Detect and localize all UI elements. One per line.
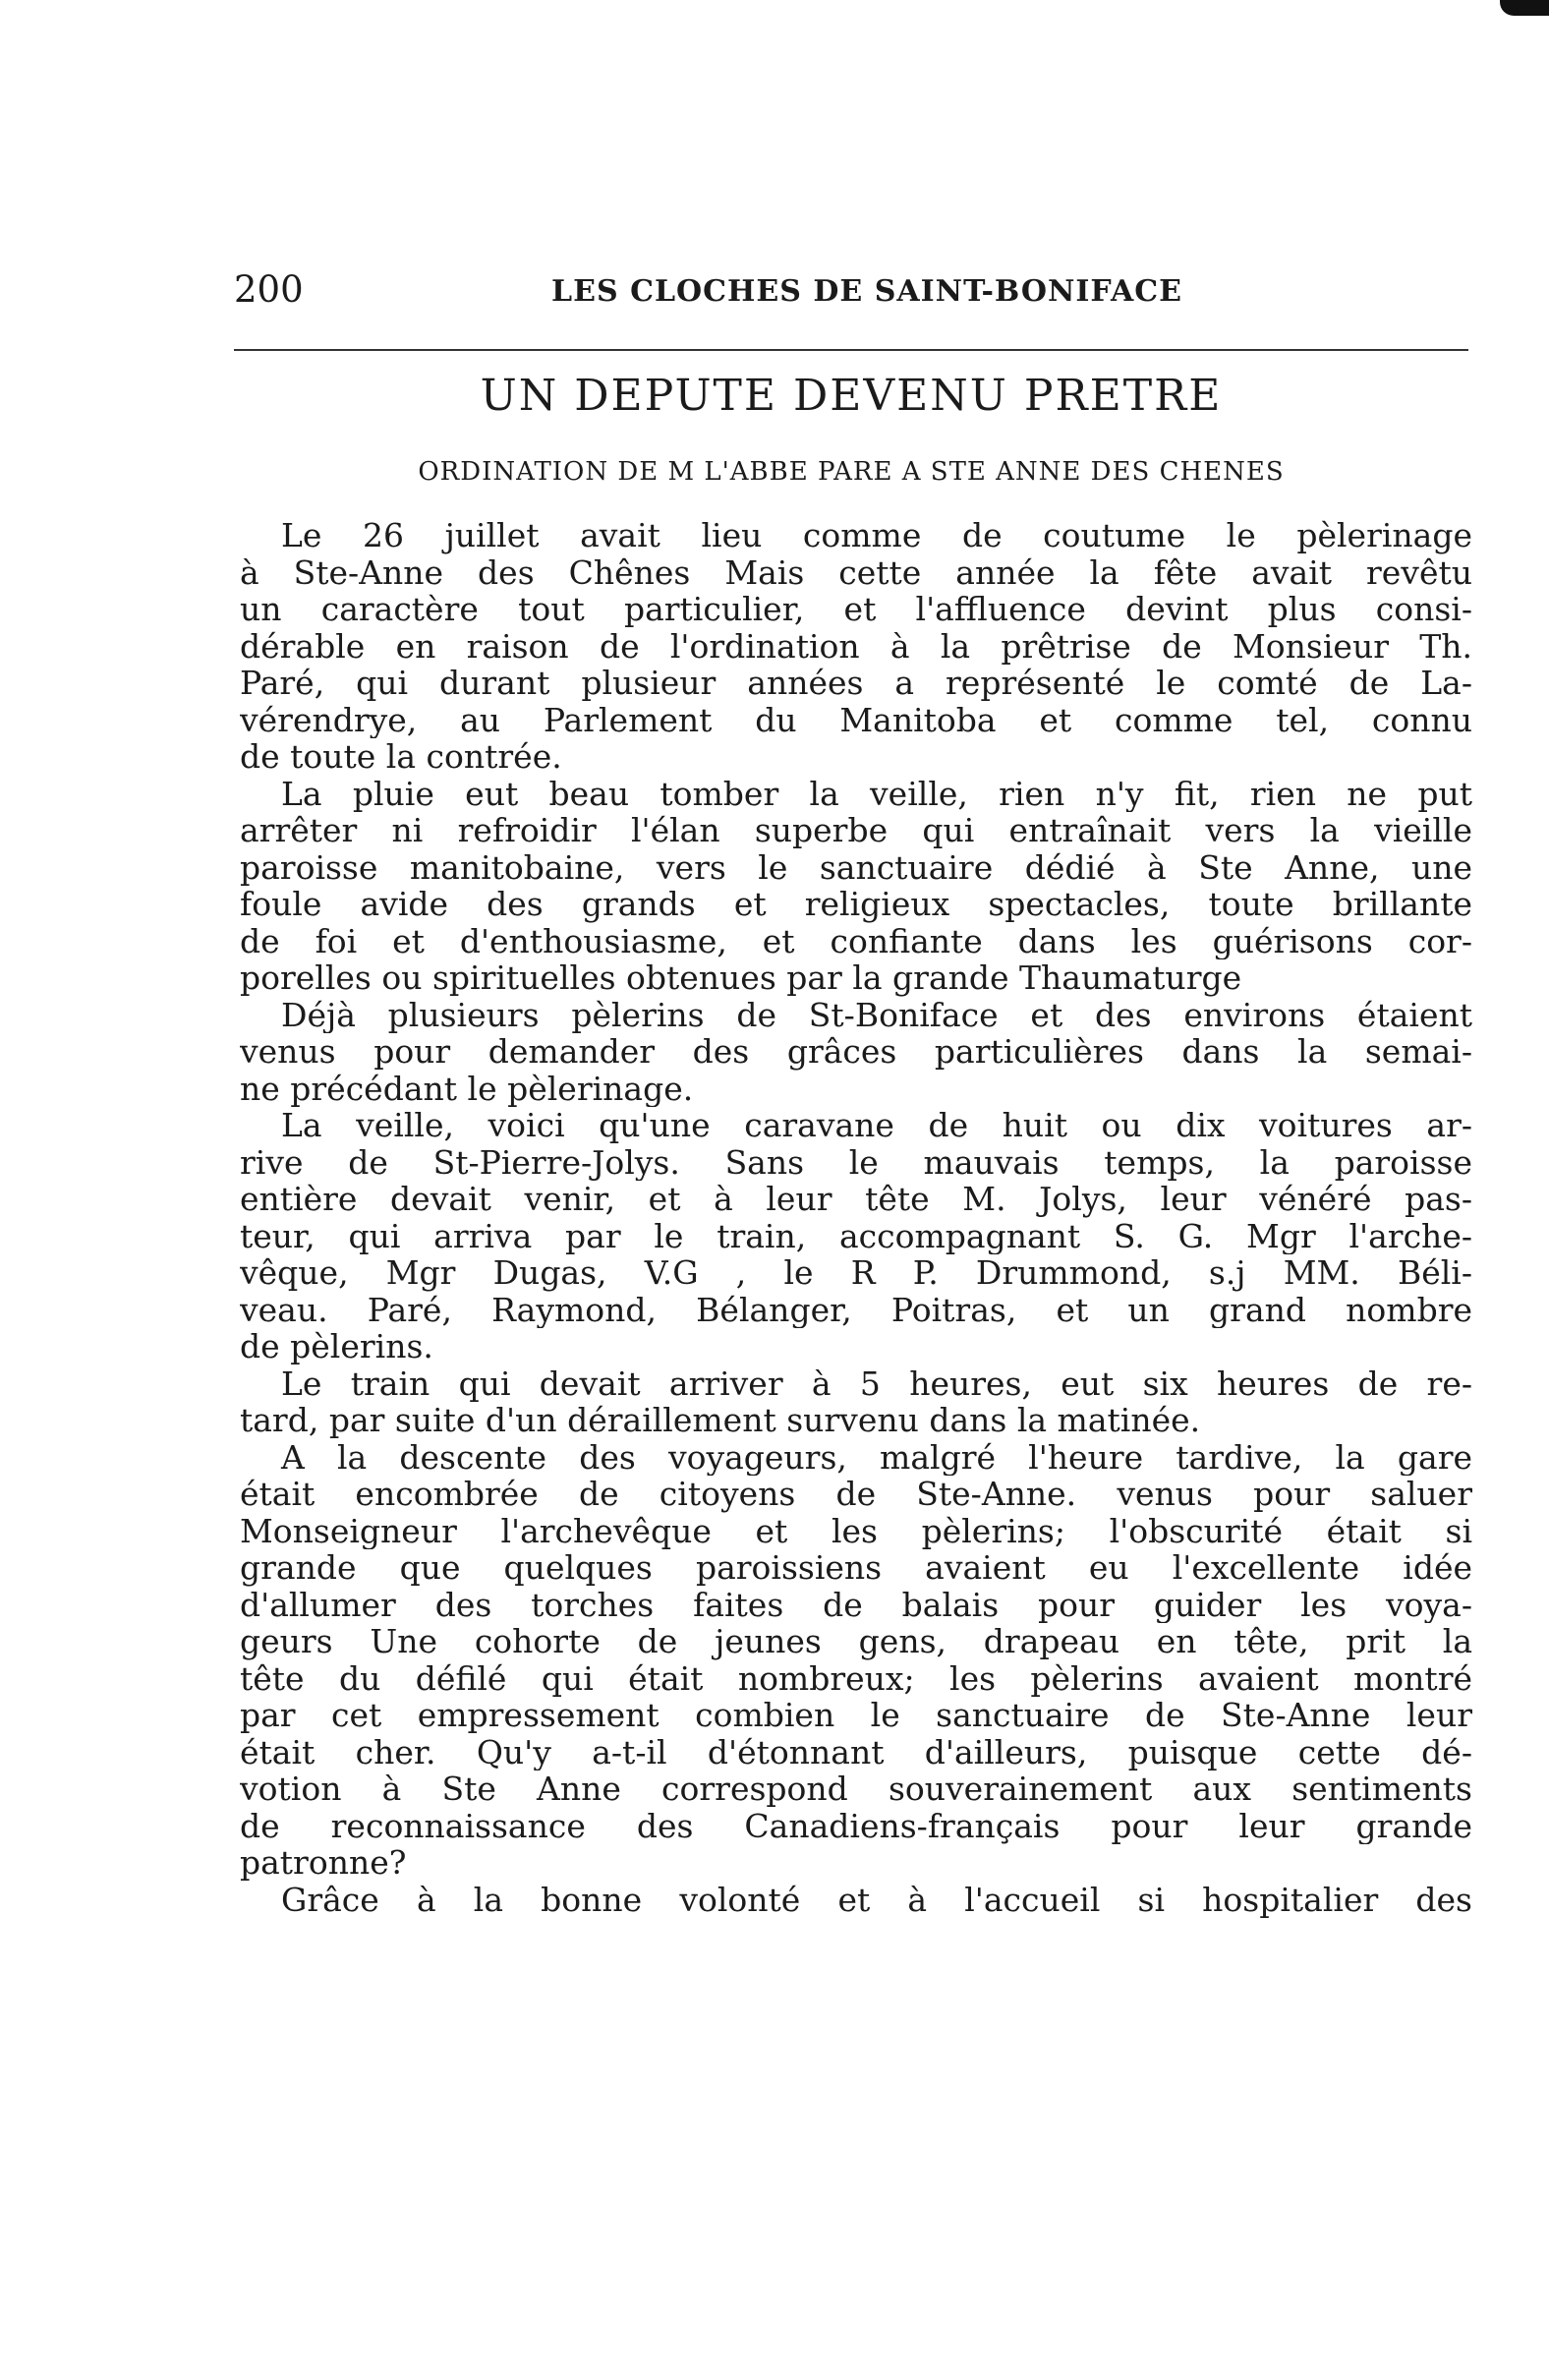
body-line: dérable en raison de l'ordination à la prêtrise de Monsieur Th. [240,627,1472,665]
article-subtitle: ORDINATION DE M L'ABBE PARE A STE ANNE DES CHENES [418,457,1285,487]
body-line: rive de St-Pierre-Jolys. Sans le mauvais temps, la paroisse [240,1143,1472,1181]
body-line: tête du défilé qui était nombreux; les pèlerins avaient montré [240,1659,1472,1697]
header-rule [234,349,1468,351]
body-line: patronne? [240,1844,407,1882]
body-line: teur, qui arriva par le train, accompagnant S. G. Mgr l'arche- [240,1217,1472,1254]
body-line: tard, par suite d'un déraillement survenu dans la matinée. [240,1402,1201,1439]
body-line: vérendrye, au Parlement du Manitoba et comme tel, connu [240,701,1472,738]
body-line: venus pour demander des grâces particulières dans la semai- [240,1033,1472,1071]
body-line: de toute la contrée. [240,738,562,776]
scan-corner-mark [1500,0,1549,16]
body-line: Monseigneur l'archevêque et les pèlerins; l'obscurité était si [240,1512,1472,1549]
body-line: votion à Ste Anne correspond souverainement aux sentiments [240,1770,1472,1808]
body-line: de foi et d'enthousiasme, et confiante dans les guérisons cor- [240,922,1472,959]
body-line: geurs Une cohorte de jeunes gens, drapeau en tête, prit la [240,1623,1472,1660]
body-line: grande que quelques paroissiens avaient eu l'excellente idée [240,1549,1472,1587]
body-line: était cher. Qu'y a-t-il d'étonnant d'ailleurs, puisque cette dé- [240,1733,1472,1770]
body-line: A la descente des voyageurs, malgré l'heure tardive, la gare [281,1438,1472,1476]
running-head [234,263,1468,317]
body-line: de reconnaissance des Canadiens-français pour leur grande [240,1807,1472,1844]
running-title: LES CLOCHES DE SAINT-BONIFACE [551,274,1182,309]
body-line: entière devait venir, et à leur tête M. Jolys, leur vénéré pas- [240,1181,1472,1218]
body-line: arrêter ni refroidir l'élan superbe qui entraînait vers la vieille [240,812,1472,849]
body-line: par cet empressement combien le sanctuaire de Ste-Anne leur [240,1697,1472,1734]
article-body [240,517,1472,1918]
body-line: veau. Paré, Raymond, Bélanger, Poitras, et un grand nombre [240,1291,1472,1328]
body-line: La pluie eut beau tomber la veille, rien n'y fit, rien ne put [281,775,1472,812]
body-line: Déjà plusieurs pèlerins de St-Boniface et des environs étaient [281,996,1472,1033]
body-line: était encombrée de citoyens de Ste-Anne. venus pour saluer [240,1476,1472,1513]
body-line: Grâce à la bonne volonté et à l'accueil si hospitalier des [281,1881,1472,1918]
page-number: 200 [234,268,304,311]
body-line: vêque, Mgr Dugas, V.G , le R P. Drummond, s.j MM. Béli- [240,1254,1472,1292]
body-line: paroisse manitobaine, vers le sanctuaire dédié à Ste Anne, une [240,848,1472,886]
body-line: Le 26 juillet avait lieu comme de coutume le pèlerinage [281,517,1472,554]
body-line: un caractère tout particulier, et l'affluence devint plus consi- [240,591,1472,628]
body-line: Paré, qui durant plusieur années a représenté le comté de La- [240,665,1472,702]
body-line: Le train qui devait arriver à 5 heures, eut six heures de re- [281,1364,1472,1402]
article-title: UN DEPUTE DEVENU PRETRE [480,371,1223,421]
body-line: d'allumer des torches faites de balais pour guider les voya- [240,1586,1472,1623]
body-line: ne précédant le pèlerinage. [240,1070,694,1107]
body-line: porelles ou spirituelles obtenues par la grande Thaumaturge [240,959,1242,997]
body-line: La veille, voici qu'une caravane de huit ou dix voitures ar- [281,1107,1472,1144]
body-line: de pèlerins. [240,1328,433,1365]
body-line: foule avide des grands et religieux spectacles, toute brillante [240,886,1472,923]
body-line: à Ste-Anne des Chênes Mais cette année la fête avait revêtu [240,553,1472,591]
